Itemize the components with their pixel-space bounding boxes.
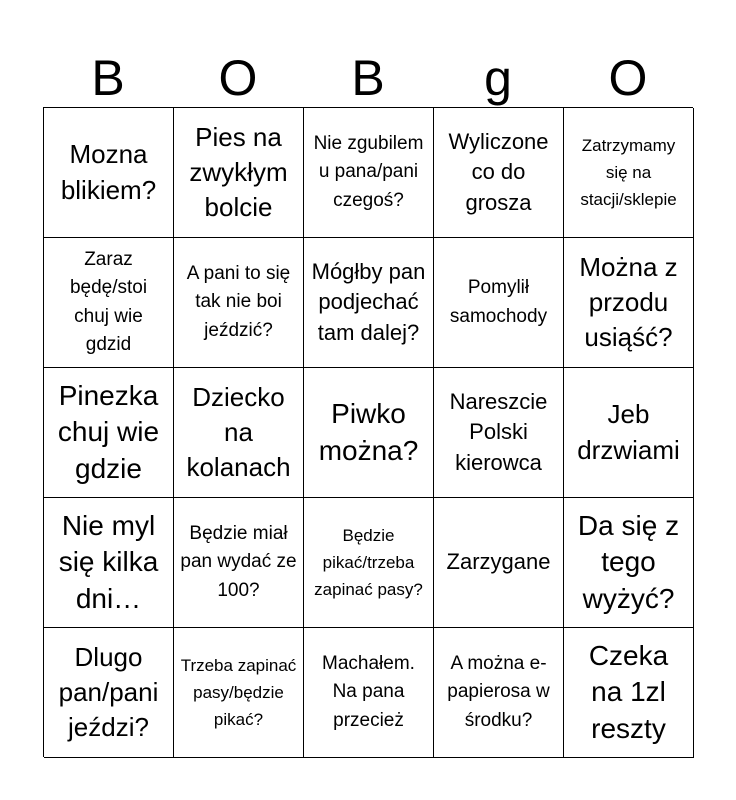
bingo-cell-label: Zaraz będę/stoi chuj wie gdzid	[69, 248, 148, 355]
bingo-cell-label: Będzie miał pan wydać ze 100?	[180, 522, 297, 601]
bingo-cell-label: Machałem. Na pana przecież	[322, 652, 415, 731]
bingo-cell-label: Pomylił samochody	[449, 277, 548, 327]
bingo-cell[interactable]	[304, 238, 434, 368]
bingo-cell-label: Piwko można?	[318, 398, 419, 466]
bingo-cell-label: Mozna blikiem?	[60, 139, 157, 205]
bingo-cell[interactable]	[434, 238, 564, 368]
bingo-cell-label: Nie zgubilem u pana/pani czegoś?	[313, 132, 424, 211]
bingo-cell[interactable]	[174, 498, 304, 628]
bingo-cell-label: Mógłby pan podjechać tam dalej?	[311, 258, 426, 345]
bingo-cell[interactable]	[564, 498, 694, 628]
bingo-cell-label: Trzeba zapinać pasy/będzie pikać?	[180, 655, 297, 730]
bingo-header	[43, 48, 693, 108]
bingo-cell[interactable]	[304, 628, 434, 758]
bingo-cell[interactable]	[174, 368, 304, 498]
bingo-cell[interactable]	[304, 498, 434, 628]
bingo-cell-label: Można z przodu usiąść?	[579, 251, 678, 353]
bingo-cell[interactable]	[564, 628, 694, 758]
header-letter: g	[484, 50, 512, 106]
bingo-cell-label: Da się z tego wyżyć?	[577, 509, 680, 614]
bingo-cell[interactable]	[434, 368, 564, 498]
header-letter: B	[91, 50, 125, 106]
bingo-cell-label: Czeka na 1zl reszty	[588, 639, 669, 744]
bingo-cell-label: Nie myl się kilka dni…	[58, 509, 159, 614]
bingo-cell-label: Jeb drzwiami	[577, 399, 680, 465]
bingo-cell-label: Wyliczone co do grosza	[448, 128, 549, 215]
bingo-cell[interactable]	[174, 628, 304, 758]
bingo-cell-label: Nareszcie Polski kierowca	[449, 388, 548, 475]
bingo-cell[interactable]	[434, 498, 564, 628]
bingo-cell[interactable]	[174, 108, 304, 238]
bingo-cell[interactable]	[44, 628, 174, 758]
bingo-cell-label: Pies na zwykłym bolcie	[189, 121, 288, 223]
bingo-cell-label: Zarzygane	[446, 549, 551, 575]
bingo-cell-label: Zatrzymamy się na stacji/sklepie	[580, 135, 677, 210]
bingo-cell-label: A można e-papierosa w środku?	[447, 652, 550, 731]
bingo-cell[interactable]	[44, 108, 174, 238]
bingo-cell-label: A pani to się tak nie boi jeździć?	[186, 262, 291, 341]
bingo-cell[interactable]	[434, 628, 564, 758]
bingo-cell[interactable]	[44, 498, 174, 628]
bingo-cell-label: Dlugo pan/pani jeździ?	[58, 641, 159, 743]
bingo-cell[interactable]	[564, 368, 694, 498]
bingo-board	[43, 107, 693, 757]
bingo-cell[interactable]	[564, 238, 694, 368]
bingo-cell[interactable]	[44, 368, 174, 498]
bingo-cell[interactable]	[44, 238, 174, 368]
bingo-cell[interactable]	[304, 108, 434, 238]
bingo-cell-label: Będzie pikać/trzeba zapinać pasy?	[314, 525, 423, 600]
bingo-cell-label: Dziecko na kolanach	[186, 381, 291, 483]
header-letter: B	[351, 50, 385, 106]
header-letter: O	[608, 50, 648, 106]
bingo-cell[interactable]	[564, 108, 694, 238]
bingo-cell-label: Pinezka chuj wie gdzie	[57, 379, 160, 484]
bingo-cell[interactable]	[174, 238, 304, 368]
header-letter: O	[218, 50, 258, 106]
bingo-cell[interactable]	[304, 368, 434, 498]
bingo-cell[interactable]	[434, 108, 564, 238]
